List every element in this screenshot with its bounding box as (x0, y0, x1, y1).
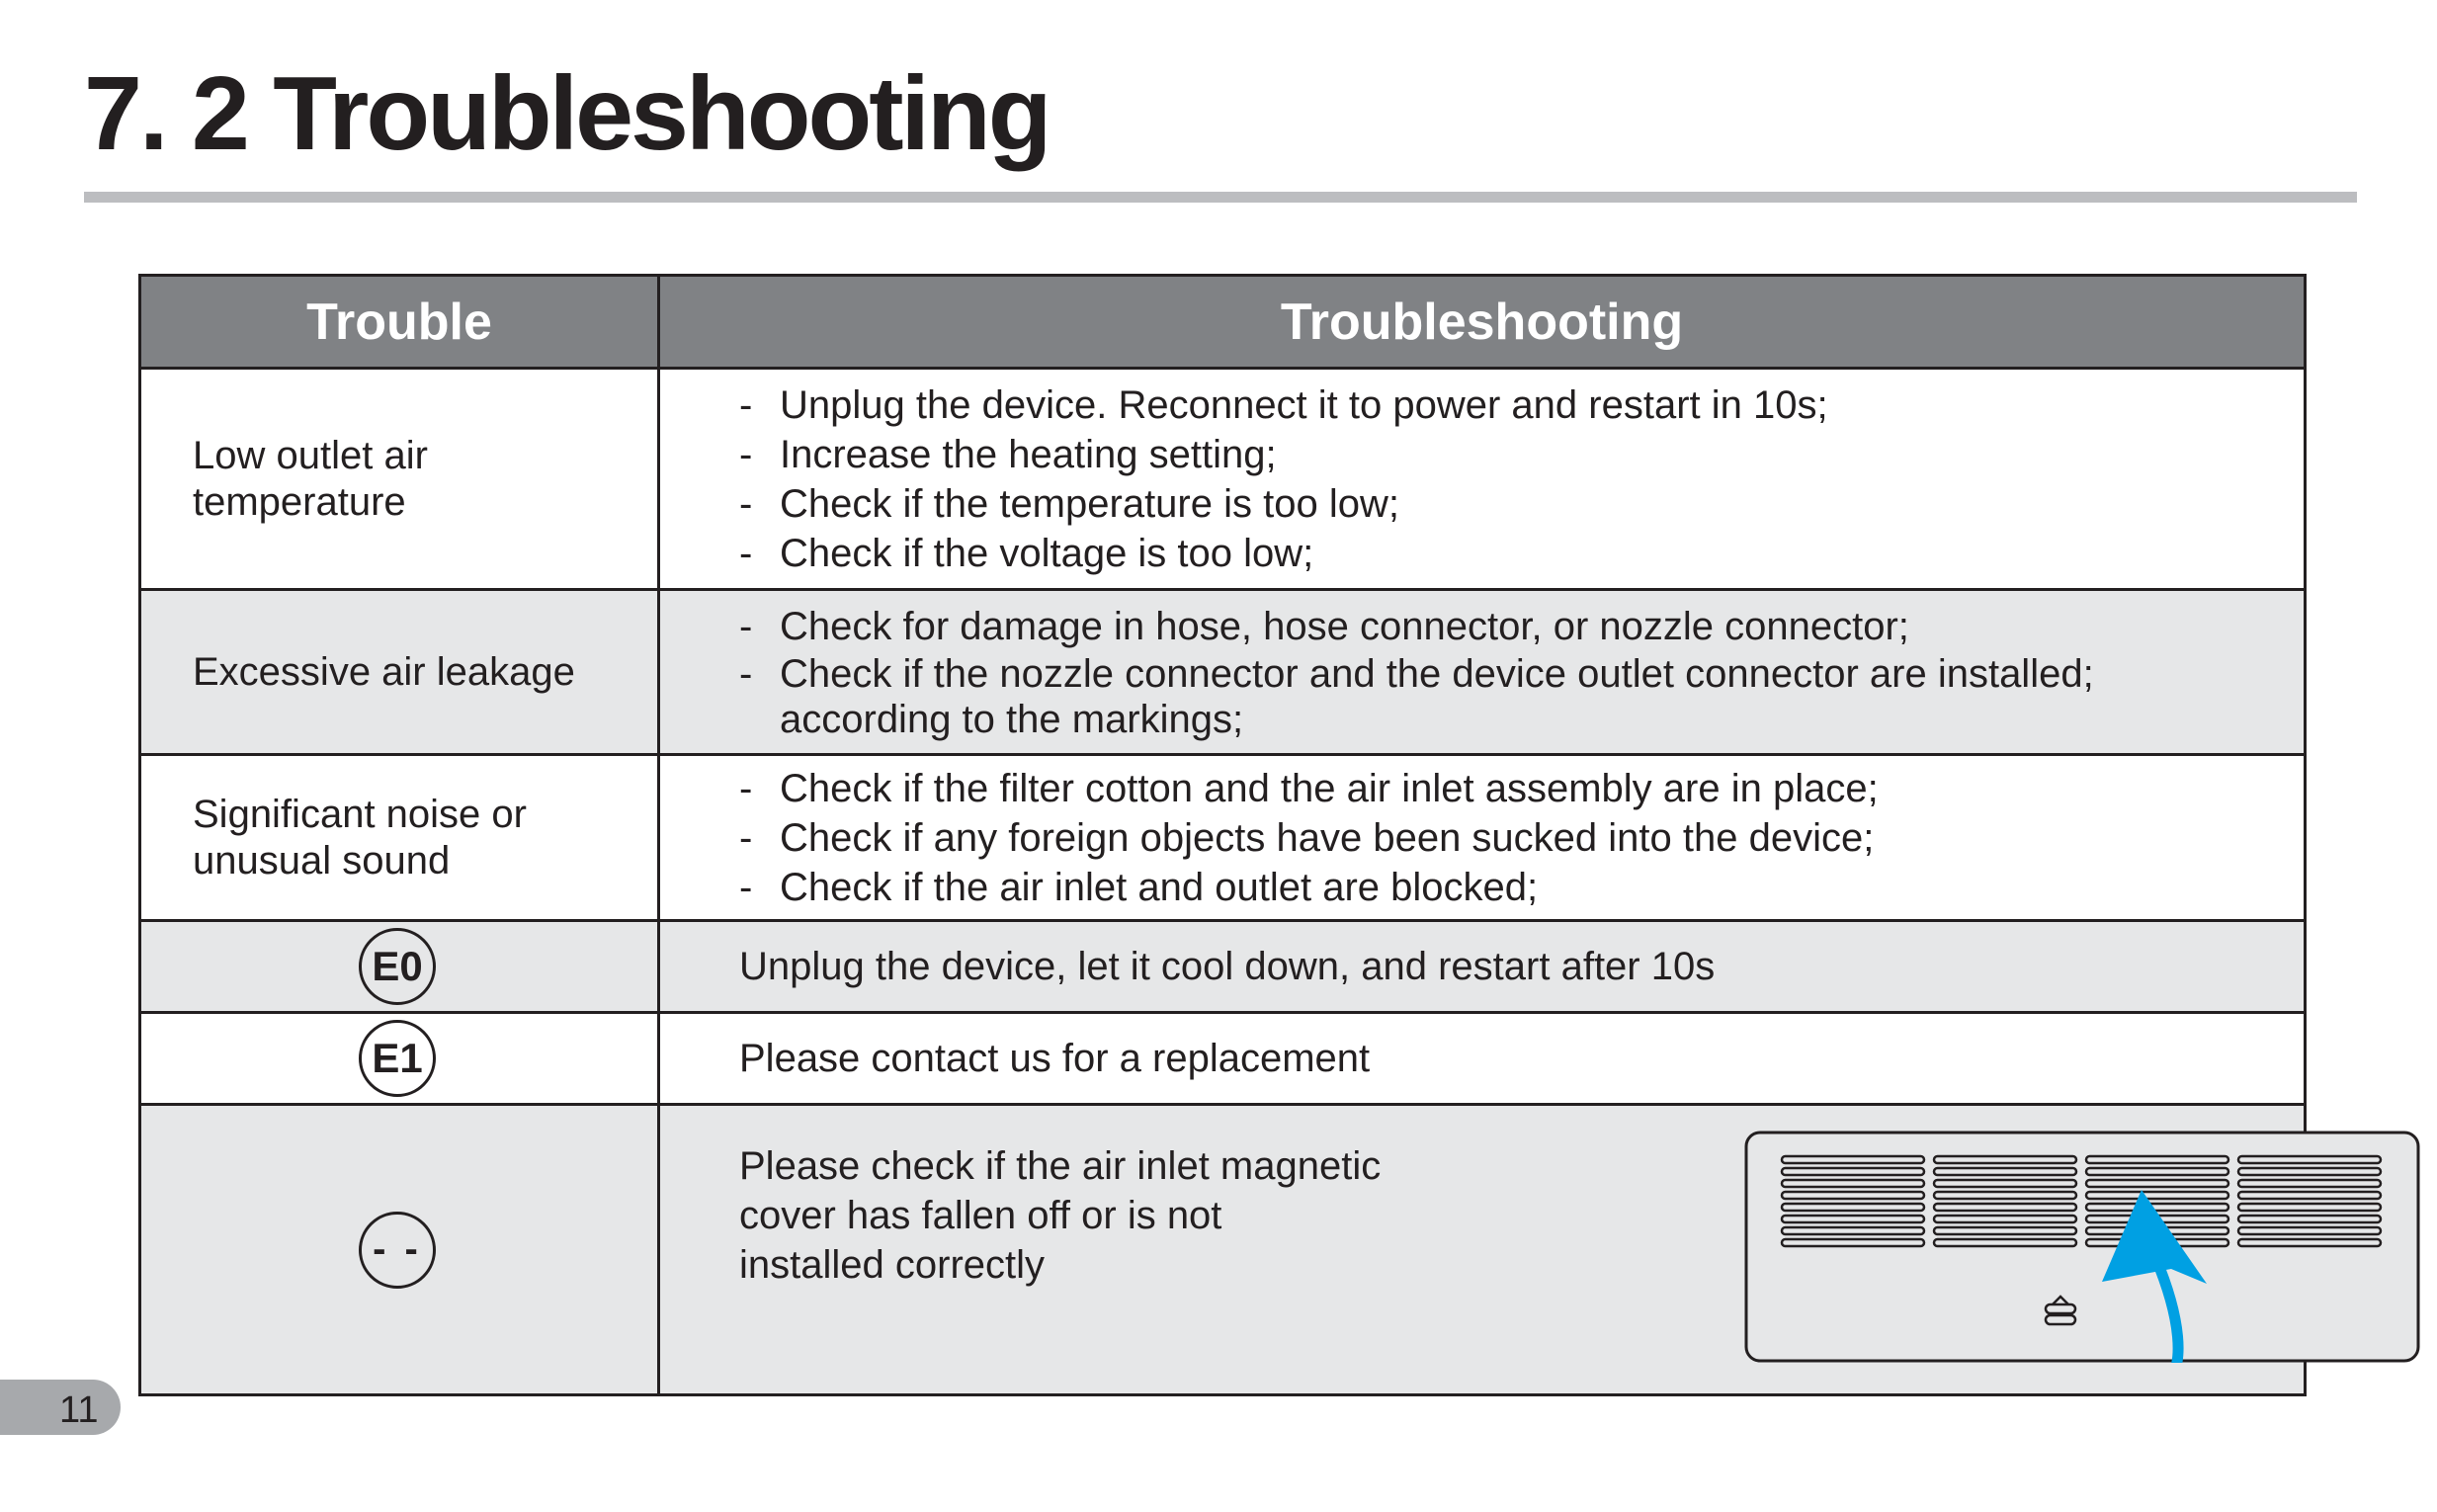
page-title: 7. 2 Troubleshooting (84, 55, 1050, 172)
solution-steps (660, 380, 2304, 578)
table-row (141, 591, 2304, 756)
solution-step: - Check if the temperature is too low; (739, 479, 2304, 529)
page-number: 11 (59, 1389, 99, 1431)
trouble-label: Low outlet air temperature (193, 433, 428, 524)
table-row (141, 370, 2304, 591)
solution-cell (660, 591, 2304, 753)
solution-cell (660, 756, 2304, 919)
troubleshooting-table (138, 274, 2307, 1396)
solution-cell (660, 922, 2304, 1011)
trouble-cell (141, 591, 657, 753)
solution-text: Please contact us for a replacement (739, 1037, 1371, 1080)
solution-text: Please check if the air inlet magnetic cover has fallen off or is not installed correctly (739, 1144, 1382, 1287)
header-cell-trouble (141, 277, 657, 367)
trouble-cell (141, 756, 657, 919)
solution-cell (660, 370, 2304, 588)
solution-steps (660, 764, 2304, 912)
table-row (141, 1106, 2304, 1393)
solution-step: - Check if the voltage is too low; (739, 529, 2304, 578)
error-code-e0-badge: E0 (359, 928, 436, 1005)
solution-steps (660, 602, 2304, 742)
solution-cell (660, 1106, 2304, 1393)
solution-step: - Check if any foreign objects have been sucked into the device; (739, 813, 2304, 863)
air-inlet-cover-icon (1744, 1131, 2420, 1363)
solution-text: Unplug the device, let it cool down, and restart after 10s (739, 945, 1716, 988)
code-cell (141, 1014, 657, 1103)
column-divider (657, 277, 660, 1393)
title-divider (84, 192, 2357, 203)
error-code-e1-badge: E1 (359, 1020, 436, 1097)
solution-step: - Check if the air inlet and outlet are blocked; (739, 863, 2304, 912)
solution-step: - Check for damage in hose, hose connector, or nozzle connector; (739, 602, 2304, 651)
trouble-label: Excessive air leakage (193, 649, 575, 694)
table-row (141, 756, 2304, 922)
solution-step: - Check if the filter cotton and the air inlet assembly are in place; (739, 764, 2304, 813)
header-cell-troubleshooting (660, 277, 2304, 367)
table-row (141, 922, 2304, 1014)
solution-step: - Check if the nozzle connector and the device outlet connector are installed; according to the markings; (739, 651, 2304, 742)
code-cell (141, 922, 657, 1011)
solution-step: - Increase the heating setting; (739, 430, 2304, 479)
solution-step: - Unplug the device. Reconnect it to power and restart in 10s; (739, 380, 2304, 430)
header-trouble: Trouble (306, 293, 492, 351)
trouble-label: Significant noise or unusual sound (193, 792, 527, 882)
table-header-row (141, 277, 2304, 370)
trouble-cell (141, 370, 657, 588)
header-troubleshooting: Troubleshooting (1280, 293, 1684, 351)
solution-cell (660, 1014, 2304, 1103)
error-code-dash-badge: - - (359, 1212, 436, 1289)
table-row (141, 1014, 2304, 1106)
code-cell (141, 1106, 657, 1393)
